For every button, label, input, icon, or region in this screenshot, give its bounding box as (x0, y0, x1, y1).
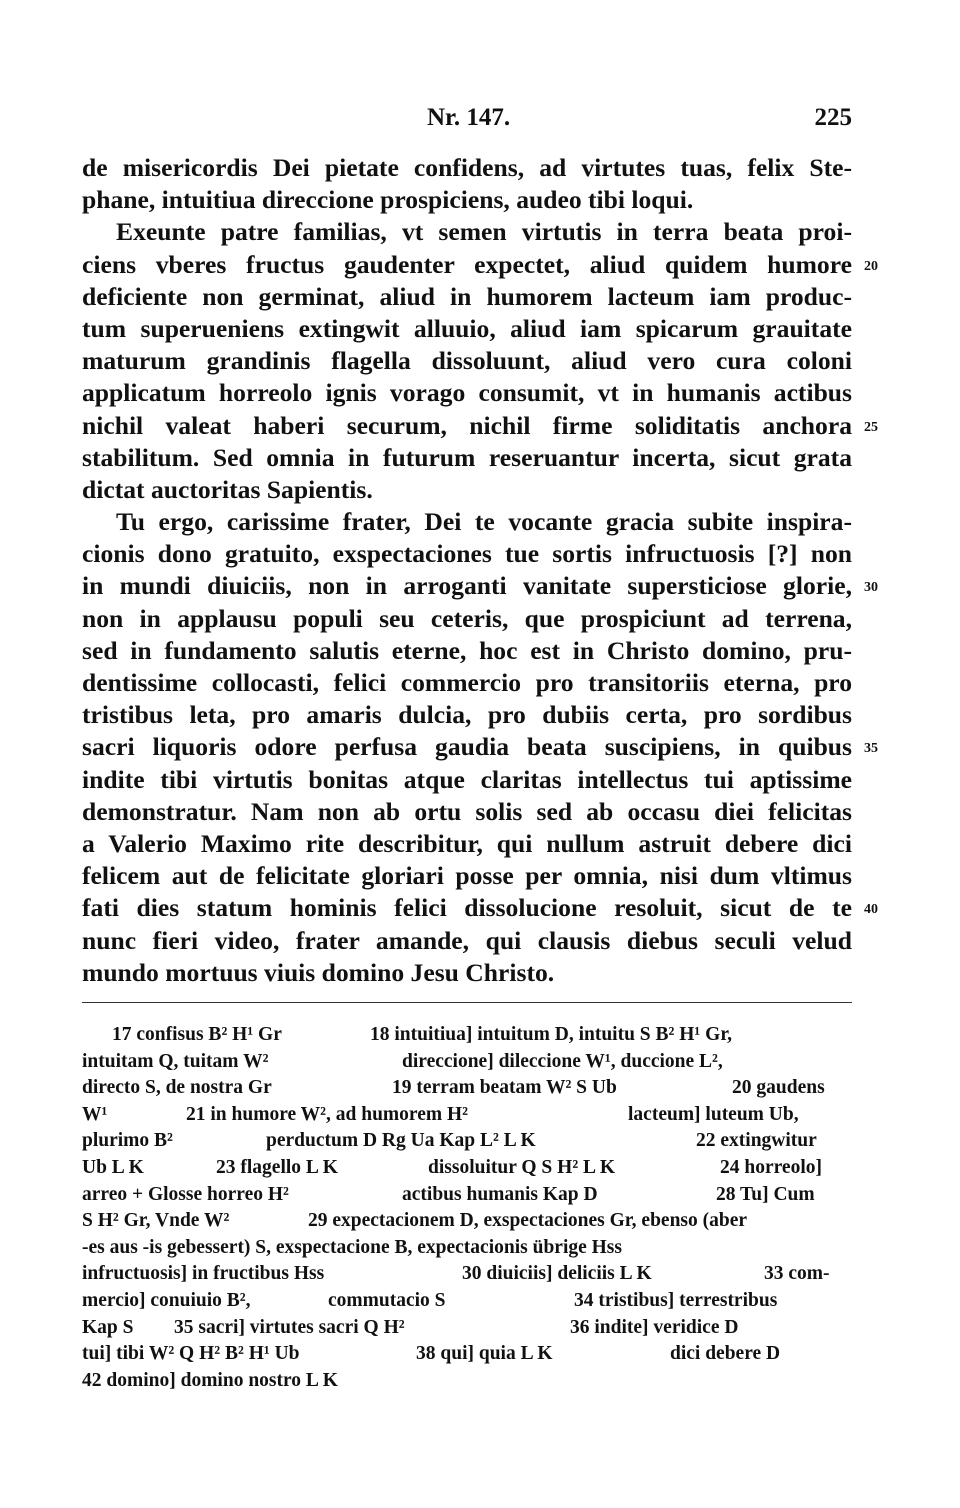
footnote-entry: 29 expectacionem D, exspectaciones Gr, ebenso (aber (308, 1210, 748, 1232)
line-text: in mundi diuiciis, non in arroganti vanitate supersticiose glorie, (82, 571, 852, 601)
text-line (82, 184, 852, 216)
footnote-entry: 28 Tu] Cum (716, 1183, 815, 1205)
text-line (82, 957, 852, 989)
footnote-line (82, 1288, 852, 1315)
footnote-entry: Ub L K (82, 1156, 144, 1178)
critical-apparatus (82, 1022, 852, 1394)
text-line (82, 892, 878, 924)
text-line (82, 603, 852, 635)
footnote-line (82, 1049, 852, 1076)
footnote-entry: arreo + Glosse horreo H² (82, 1183, 289, 1205)
footnote-entry: intuitam Q, tuitam W² (82, 1050, 269, 1072)
text-line (82, 377, 852, 409)
footnote-entry: 36 indite] veridice D (570, 1316, 739, 1338)
footnote-entry: 30 diuiciis] deliciis L K (462, 1263, 652, 1285)
line-text: applicatum horreolo ignis vorago consumit, vt in humanis actibus (82, 378, 852, 408)
text-line (82, 506, 852, 538)
line-number-marker: 25 (864, 419, 878, 435)
line-text: dictat auctoritas Sapientis. (82, 474, 373, 504)
text-line (82, 410, 878, 442)
text-line (82, 313, 852, 345)
footnote-entry: 20 gaudens (732, 1077, 825, 1099)
footnote-entry: S H² Gr, Vnde W² (82, 1210, 230, 1232)
line-text: phane, intuitiua direccione prospiciens, audeo tibi loqui. (82, 185, 694, 215)
footnote-line (82, 1315, 852, 1342)
text-line (82, 925, 852, 957)
line-text: Tu ergo, carissime frater, Dei te vocante gracia subite inspira- (116, 507, 852, 537)
text-line (82, 570, 878, 602)
footnote-entry: perductum D Rg Ua Kap L² L K (266, 1130, 536, 1152)
footnote-entry: plurimo B² (82, 1130, 173, 1152)
footnote-entry: Kap S (82, 1316, 134, 1338)
line-text: sacri liquoris odore perfusa gaudia beata suscipiens, in quibus (82, 732, 852, 762)
line-text: stabilitum. Sed omnia in futurum reseruantur incerta, sicut grata (82, 442, 852, 472)
footnote-entry: dissoluitur Q S H² L K (428, 1156, 616, 1178)
text-line (82, 860, 852, 892)
text-line (82, 474, 852, 506)
footnote-entry: infructuosis] in fructibus Hss (82, 1263, 325, 1285)
line-text: demonstratur. Nam non ab ortu solis sed ab occasu diei felicitas (82, 796, 852, 826)
footnote-line (82, 1341, 852, 1368)
text-line (82, 635, 852, 667)
footnote-entry: mercio] conuiuio B², (82, 1289, 251, 1311)
line-text: tristibus leta, pro amaris dulcia, pro dubiis certa, pro sordibus (82, 700, 852, 730)
line-text: felicem aut de felicitate gloriari posse per omnia, nisi dum vltimus (82, 861, 852, 891)
footnote-line (82, 1182, 852, 1209)
footnote-entry: W¹ (82, 1103, 108, 1125)
line-number-marker: 40 (864, 902, 878, 918)
line-text: Exeunte patre familias, vt semen virtutis in terra beata proi- (116, 217, 852, 247)
line-number-marker: 35 (864, 741, 878, 757)
line-text: sed in fundamento salutis eterne, hoc est in Christo domino, pru- (82, 635, 852, 665)
footnote-line (82, 1261, 852, 1288)
footnote-entry: 17 confisus B² H¹ Gr (112, 1024, 282, 1045)
line-text: ciens vberes fructus gaudenter expectet, aliud quidem humore (82, 249, 852, 279)
line-text: nunc fieri video, frater amande, qui clausis diebus seculi velud (82, 925, 852, 955)
footnote-line (82, 1022, 852, 1049)
footnote-line (82, 1368, 852, 1395)
line-text: a Valerio Maximo rite describitur, qui nullum astruit debere dici (82, 828, 852, 858)
line-number-marker: 30 (864, 580, 878, 596)
text-line (82, 152, 852, 184)
footnote-line (82, 1075, 852, 1102)
line-number-marker: 20 (864, 258, 878, 274)
line-text: cionis dono gratuito, exspectaciones tue sortis infructuosis [?] non (82, 539, 852, 569)
line-text: fati dies statum hominis felici dissolucione resoluit, sicut de te (82, 893, 852, 923)
footnote-entry: 18 intuitiua] intuitum D, intuitu S B² H¹ Gr, (370, 1024, 733, 1045)
text-line (82, 796, 852, 828)
document-number: Nr. 147. (427, 104, 511, 131)
footnote-entry: tui] tibi W² Q H² B² H¹ Ub (82, 1343, 300, 1365)
footnote-entry: 22 extingwitur (696, 1130, 817, 1152)
footnote-entry: dici debere D (670, 1343, 781, 1365)
line-text: mundo mortuus viuis domino Jesu Christo. (82, 957, 555, 987)
line-text: nichil valeat haberi securum, nichil firme soliditatis anchora (82, 410, 852, 440)
footnote-line (82, 1235, 852, 1262)
footnote-entry: 42 domino] domino nostro L K (82, 1369, 338, 1391)
text-line (82, 442, 852, 474)
footnote-entry: -es aus -is gebessert) S, exspectacione B, expectacionis übrige Hss (82, 1236, 622, 1258)
text-line (82, 764, 852, 796)
line-text: non in applausu populi seu ceteris, que prospiciunt ad terrena, (82, 603, 852, 633)
line-text: tum superueniens extingwit alluuio, aliud iam spicarum grauitate (82, 313, 852, 343)
footnote-entry: 38 qui] quia L K (416, 1343, 553, 1365)
line-text: deficiente non germinat, aliud in humorem lacteum iam produc- (82, 281, 852, 311)
line-text: dentissime collocasti, felici commercio pro transitoriis eterna, pro (82, 668, 852, 697)
text-line (82, 345, 852, 377)
footnote-entry: 34 tristibus] terrestribus (574, 1289, 778, 1311)
footnote-line (82, 1208, 852, 1235)
footnote-entry: 33 com- (764, 1263, 830, 1285)
text-line (82, 699, 852, 731)
footnote-entry: lacteum] luteum Ub, (628, 1103, 799, 1125)
line-text: indite tibi virtutis bonitas atque claritas intellectus tui aptissime (82, 764, 852, 794)
footnote-entry: 19 terram beatam W² S Ub (392, 1077, 617, 1099)
line-text: de misericordis Dei pietate confidens, ad virtutes tuas, felix Ste- (82, 153, 852, 182)
page-number: 225 (814, 104, 852, 131)
text-line (82, 667, 852, 699)
footnote-entry: 23 flagello L K (216, 1156, 338, 1178)
footnote-divider (82, 1002, 852, 1003)
text-line (82, 538, 852, 570)
footnote-entry: direccione] dileccione W¹, duccione L², (402, 1050, 723, 1072)
footnote-entry: 35 sacri] virtutes sacri Q H² (174, 1316, 405, 1338)
footnote-line (82, 1128, 852, 1155)
footnote-line (82, 1155, 852, 1182)
footnote-line (82, 1102, 852, 1129)
running-header (82, 104, 852, 138)
footnote-entry: 24 horreolo] (720, 1156, 822, 1178)
text-line (82, 828, 852, 860)
text-line (82, 249, 878, 281)
text-line (82, 281, 852, 313)
text-line (82, 731, 878, 763)
footnote-entry: commutacio S (328, 1289, 446, 1311)
footnote-entry: actibus humanis Kap D (402, 1183, 598, 1205)
text-line (82, 216, 852, 248)
footnote-entry: directo S, de nostra Gr (82, 1077, 272, 1099)
line-text: maturum grandinis flagella dissoluunt, aliud vero cura coloni (82, 346, 852, 376)
footnote-entry: 21 in humore W², ad humorem H² (186, 1103, 469, 1125)
main-text (82, 152, 878, 989)
